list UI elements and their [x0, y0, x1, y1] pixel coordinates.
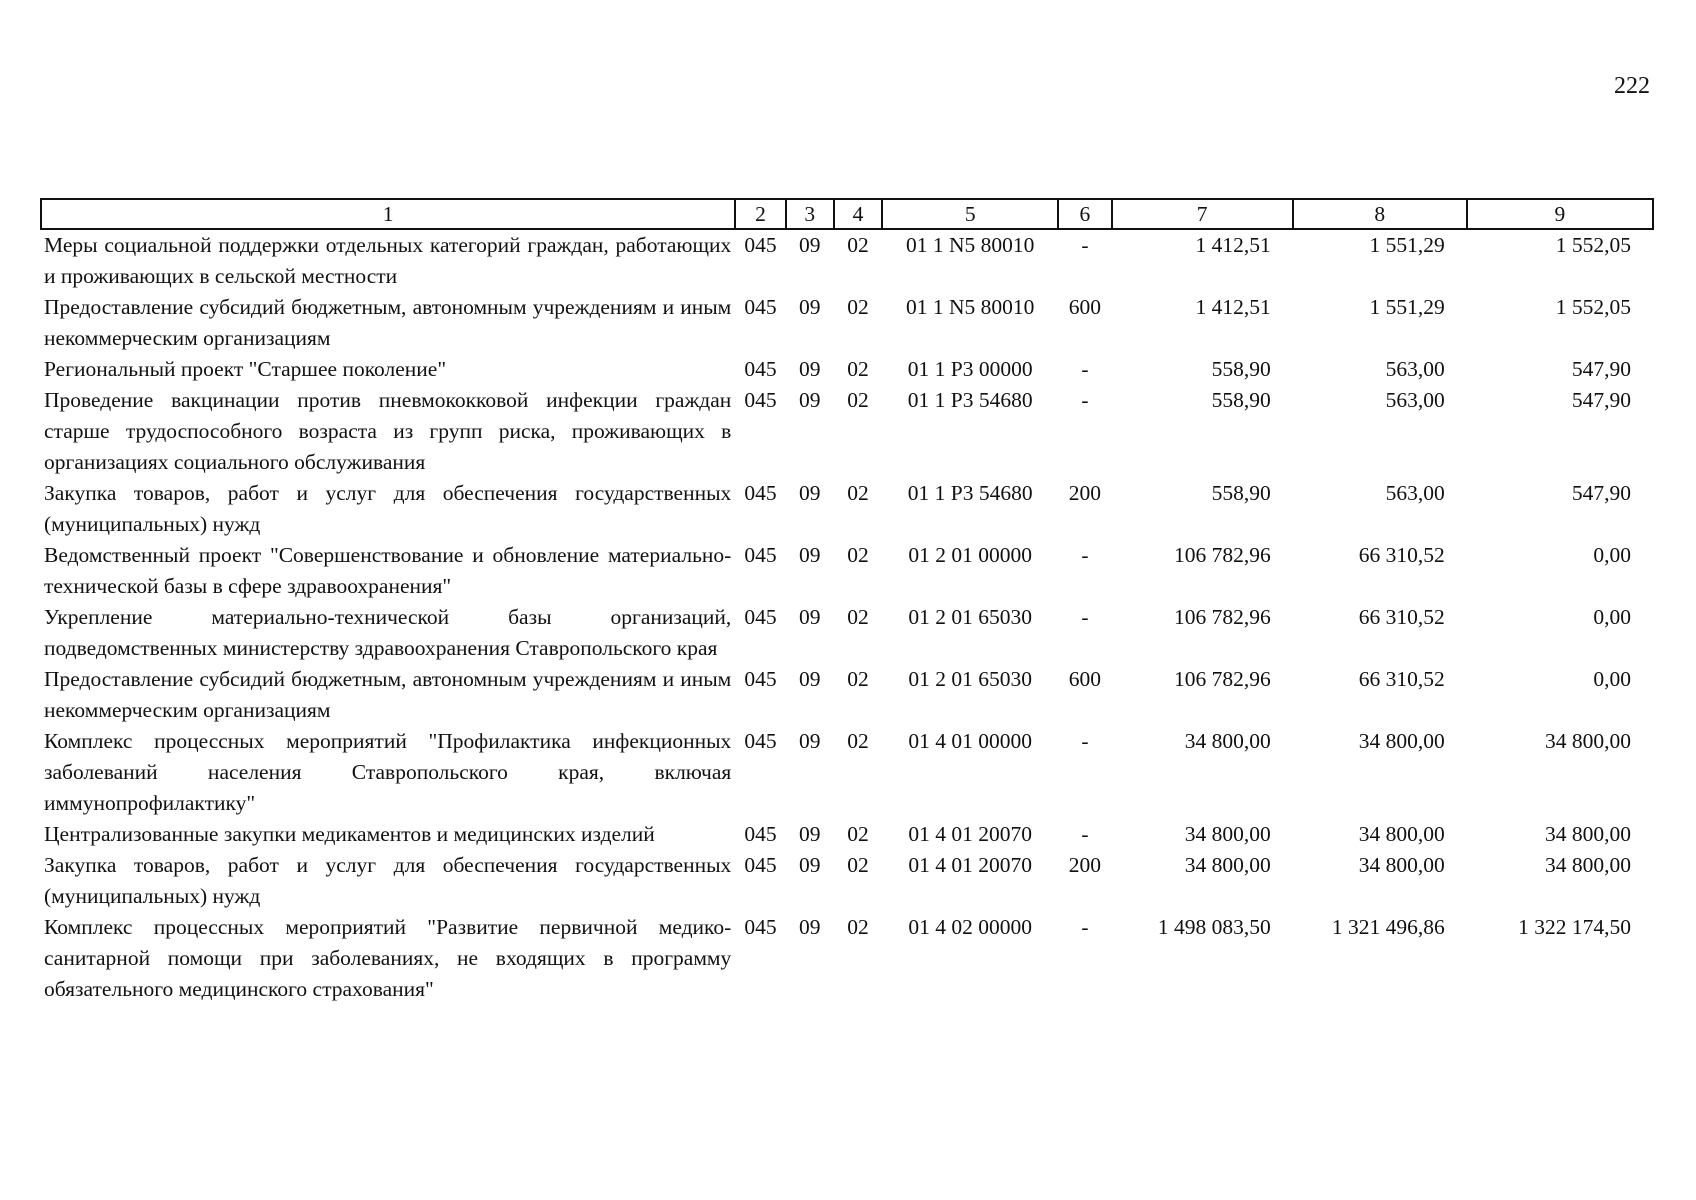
table-body [41, 229, 1653, 1005]
table-row [41, 229, 1653, 292]
row-target-article: 01 1 P3 54680 [907, 388, 1033, 412]
header-col-4: 4 [834, 199, 882, 229]
row-amount-col8: 34 800,00 [1358, 853, 1445, 877]
row-amount-col7: 106 782,96 [1173, 543, 1271, 567]
row-section: 09 [798, 357, 821, 381]
row-admin-code: 045 [744, 729, 777, 753]
table-row [41, 850, 1653, 912]
row-name: Комплекс процессных мероприятий "Профилактика инфекционных заболеваний населения Ставропольского края, включая иммунопрофилактику" [44, 729, 732, 815]
row-admin-code: 045 [744, 822, 777, 846]
row-amount-col9: 0,00 [1593, 667, 1631, 691]
row-name: Региональный проект "Старшее поколение" [44, 357, 447, 381]
row-amount-col8: 66 310,52 [1358, 605, 1445, 629]
row-amount-col9: 1 552,05 [1555, 295, 1631, 319]
row-name: Комплекс процессных мероприятий "Развитие первичной медико-санитарной помощи при заболеваниях, не входящих в программу обязательного медицинского страхования" [44, 915, 732, 1001]
row-amount-col7: 558,90 [1211, 388, 1271, 412]
row-name: Закупка товаров, работ и услуг для обеспечения государственных (муниципальных) нужд [44, 853, 732, 908]
row-subsection: 02 [847, 605, 869, 629]
row-amount-col8: 563,00 [1385, 481, 1445, 505]
row-target-article: 01 2 01 65030 [908, 605, 1033, 629]
row-target-article: 01 1 P3 54680 [907, 481, 1033, 505]
row-section: 09 [798, 233, 821, 257]
row-expense-type: - [1081, 605, 1089, 629]
page-number: 222 [1614, 73, 1650, 99]
row-name: Ведомственный проект "Совершенствование и обновление материально-технической базы в сфере здравоохранения" [44, 543, 732, 598]
row-amount-col8: 563,00 [1385, 357, 1445, 381]
row-expense-type: - [1081, 388, 1089, 412]
row-amount-col9: 547,90 [1571, 357, 1631, 381]
row-expense-type: - [1081, 543, 1089, 567]
row-name: Предоставление субсидий бюджетным, автономным учреждениям и иным некоммерческим организациям [44, 295, 732, 350]
row-target-article: 01 1 P3 00000 [907, 357, 1033, 381]
row-section: 09 [798, 605, 821, 629]
row-amount-col7: 1 412,51 [1195, 233, 1271, 257]
budget-table [40, 198, 1654, 1005]
header-col-7: 7 [1112, 199, 1293, 229]
row-subsection: 02 [847, 543, 869, 567]
row-name: Проведение вакцинации против пневмококковой инфекции граждан старше трудоспособного возраста из групп риска, проживающих в организациях социального обслуживания [44, 388, 732, 474]
row-amount-col9: 547,90 [1571, 388, 1631, 412]
row-amount-col7: 106 782,96 [1173, 667, 1271, 691]
row-subsection: 02 [847, 667, 869, 691]
row-admin-code: 045 [744, 388, 777, 412]
row-admin-code: 045 [744, 233, 777, 257]
header-col-8: 8 [1293, 199, 1467, 229]
row-target-article: 01 2 01 65030 [908, 667, 1033, 691]
row-amount-col7: 34 800,00 [1184, 822, 1271, 846]
row-subsection: 02 [847, 853, 869, 877]
row-amount-col8: 66 310,52 [1358, 543, 1445, 567]
row-subsection: 02 [847, 915, 869, 939]
header-row [41, 199, 1653, 229]
row-amount-col9: 547,90 [1571, 481, 1631, 505]
row-expense-type: - [1081, 233, 1089, 257]
row-expense-type: 200 [1068, 853, 1102, 877]
row-expense-type: 600 [1068, 295, 1102, 319]
row-section: 09 [798, 388, 821, 412]
table-row [41, 726, 1653, 819]
header-col-5: 5 [882, 199, 1058, 229]
row-amount-col8: 1 551,29 [1369, 295, 1445, 319]
table-row [41, 819, 1653, 850]
row-name: Укрепление материально-технической базы организаций, подведомственных министерству здравоохранения Ставропольского края [44, 605, 732, 660]
row-amount-col8: 1 551,29 [1369, 233, 1445, 257]
row-subsection: 02 [847, 357, 869, 381]
row-section: 09 [798, 295, 821, 319]
header-col-9: 9 [1467, 199, 1653, 229]
row-amount-col8: 34 800,00 [1358, 822, 1445, 846]
row-section: 09 [798, 667, 821, 691]
row-target-article: 01 4 01 00000 [908, 729, 1033, 753]
row-subsection: 02 [847, 233, 869, 257]
row-expense-type: 600 [1068, 667, 1102, 691]
row-name: Меры социальной поддержки отдельных категорий граждан, работающих и проживающих в сельской местности [44, 233, 732, 288]
header-col-6: 6 [1058, 199, 1111, 229]
row-amount-col7: 558,90 [1211, 481, 1271, 505]
row-amount-col7: 34 800,00 [1184, 853, 1271, 877]
row-target-article: 01 1 N5 80010 [906, 233, 1035, 257]
row-amount-col7: 34 800,00 [1184, 729, 1271, 753]
row-expense-type: - [1081, 822, 1089, 846]
row-name: Закупка товаров, работ и услуг для обеспечения государственных (муниципальных) нужд [44, 481, 732, 536]
row-section: 09 [798, 543, 821, 567]
row-amount-col7: 1 498 083,50 [1157, 915, 1271, 939]
row-section: 09 [798, 915, 821, 939]
table-row [41, 385, 1653, 478]
header-col-3: 3 [786, 199, 834, 229]
row-amount-col9: 1 552,05 [1555, 233, 1631, 257]
row-admin-code: 045 [744, 915, 777, 939]
row-subsection: 02 [847, 388, 869, 412]
row-admin-code: 045 [744, 481, 777, 505]
row-name: Предоставление субсидий бюджетным, автономным учреждениям и иным некоммерческим организациям [44, 667, 732, 722]
row-expense-type: - [1081, 729, 1089, 753]
row-amount-col9: 0,00 [1593, 543, 1631, 567]
row-name: Централизованные закупки медикаментов и медицинских изделий [44, 822, 655, 846]
row-subsection: 02 [847, 295, 869, 319]
row-amount-col8: 1 321 496,86 [1331, 915, 1445, 939]
row-target-article: 01 4 02 00000 [908, 915, 1033, 939]
row-amount-col9: 34 800,00 [1545, 729, 1631, 753]
table-header [41, 199, 1653, 229]
row-target-article: 01 4 01 20070 [908, 822, 1033, 846]
table-row [41, 478, 1653, 540]
row-amount-col8: 563,00 [1385, 388, 1445, 412]
row-amount-col8: 66 310,52 [1358, 667, 1445, 691]
table-row [41, 292, 1653, 354]
row-admin-code: 045 [744, 853, 777, 877]
row-section: 09 [798, 481, 821, 505]
row-subsection: 02 [847, 822, 869, 846]
row-expense-type: - [1081, 357, 1089, 381]
row-expense-type: - [1081, 915, 1089, 939]
table-row [41, 602, 1653, 664]
row-section: 09 [798, 822, 821, 846]
row-amount-col7: 558,90 [1211, 357, 1271, 381]
table-row [41, 354, 1653, 385]
row-amount-col7: 106 782,96 [1173, 605, 1271, 629]
row-amount-col9: 34 800,00 [1545, 822, 1631, 846]
row-target-article: 01 4 01 20070 [908, 853, 1033, 877]
row-admin-code: 045 [744, 295, 777, 319]
row-subsection: 02 [847, 481, 869, 505]
row-amount-col9: 0,00 [1593, 605, 1631, 629]
header-col-1: 1 [41, 199, 735, 229]
row-subsection: 02 [847, 729, 869, 753]
row-section: 09 [798, 853, 821, 877]
row-admin-code: 045 [744, 357, 777, 381]
row-admin-code: 045 [744, 543, 777, 567]
header-col-2: 2 [735, 199, 785, 229]
row-admin-code: 045 [744, 605, 777, 629]
table-row [41, 912, 1653, 1005]
row-expense-type: 200 [1068, 481, 1102, 505]
row-amount-col8: 34 800,00 [1358, 729, 1445, 753]
row-admin-code: 045 [744, 667, 777, 691]
row-section: 09 [798, 729, 821, 753]
row-amount-col9: 1 322 174,50 [1518, 915, 1631, 939]
row-target-article: 01 1 N5 80010 [906, 295, 1035, 319]
table-row [41, 664, 1653, 726]
row-target-article: 01 2 01 00000 [908, 543, 1033, 567]
row-amount-col9: 34 800,00 [1545, 853, 1631, 877]
row-amount-col7: 1 412,51 [1195, 295, 1271, 319]
table-row [41, 540, 1653, 602]
